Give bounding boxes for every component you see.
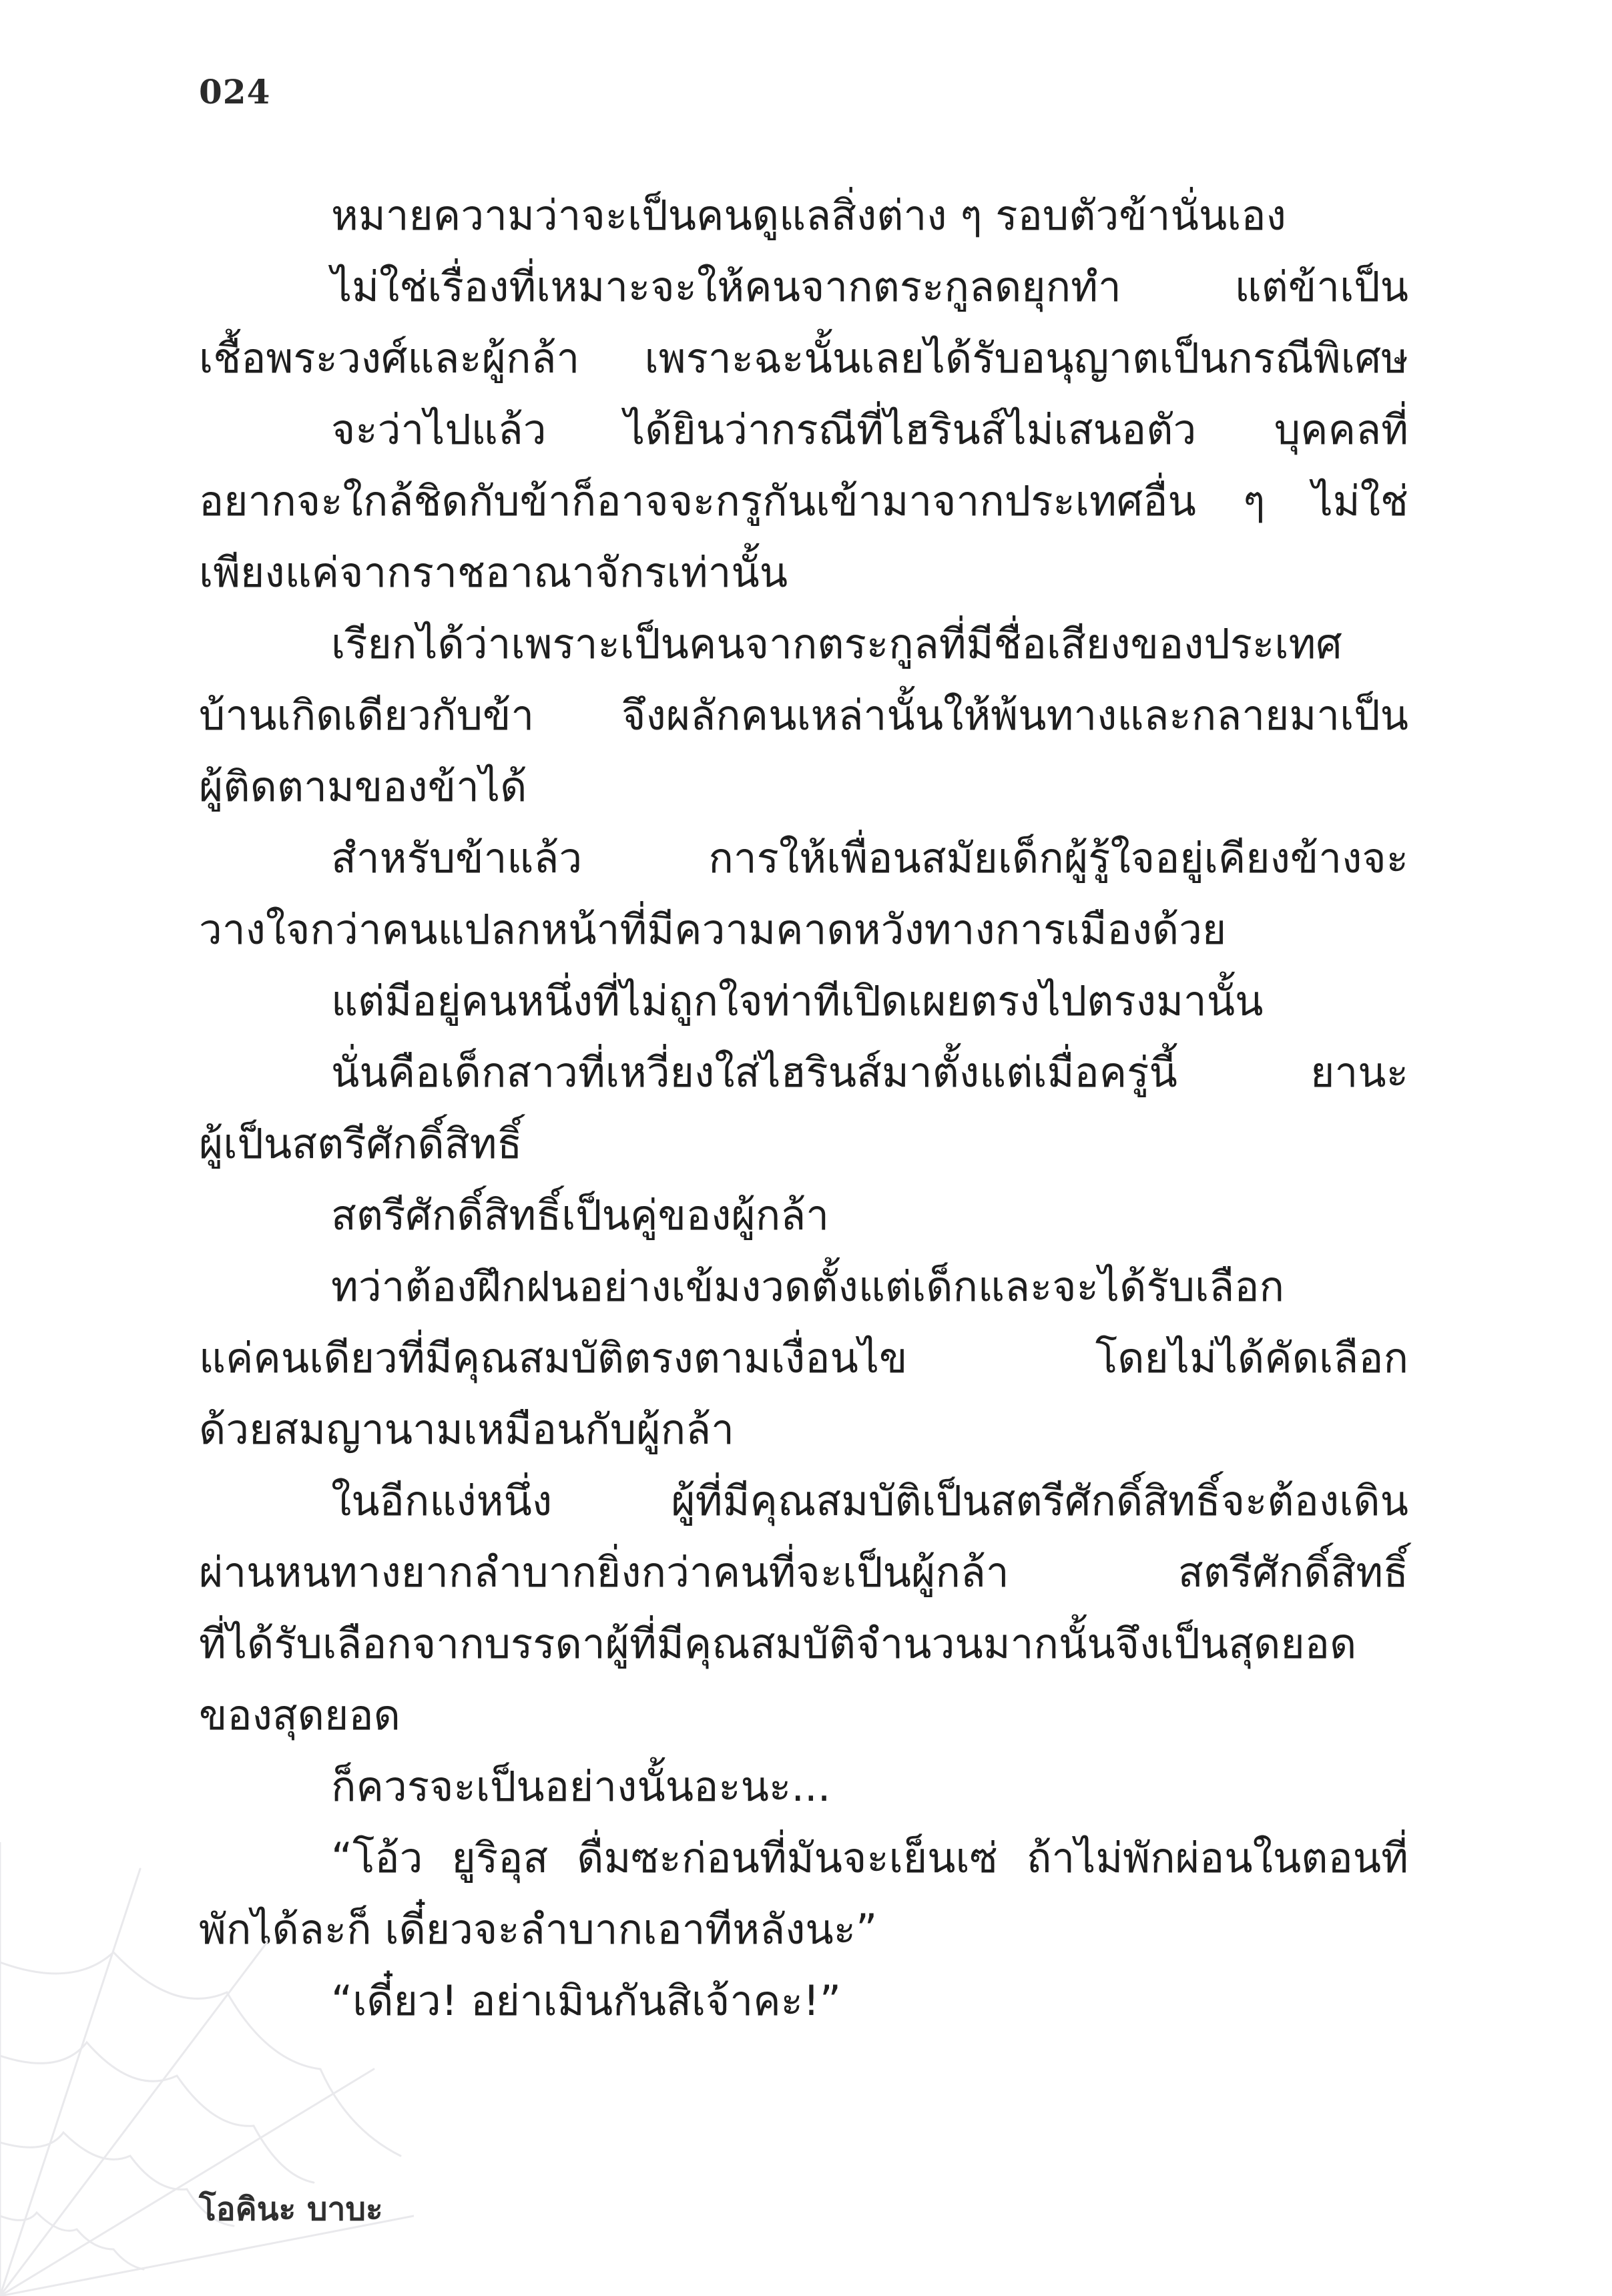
text-line: บ้านเกิดเดียวกับข้า จึงผลักคนเหล่านั้นให้พ้นทางและกลายมาเป็น — [199, 691, 1408, 740]
text-line: วางใจกว่าคนแปลกหน้าที่มีความคาดหวังทางการเมืองด้วย — [199, 905, 1227, 954]
text-line: ในอีกแง่หนึ่ง ผู้ที่มีคุณสมบัติเป็นสตรีศักดิ์สิทธิ์จะต้องเดิน — [331, 1476, 1408, 1525]
text-line: นั่นคือเด็กสาวที่เหวี่ยงใส่ไฮรินส์มาตั้งแต่เมื่อครู่นี้ ยานะ — [331, 1048, 1408, 1097]
text-line: ทว่าต้องฝึกฝนอย่างเข้มงวดตั้งแต่เด็กและจะได้รับเลือก — [331, 1262, 1284, 1311]
text-line: ด้วยสมญานามเหมือนกับผู้กล้า — [199, 1405, 734, 1454]
text-line: ผู้เป็นสตรีศักดิ์สิทธิ์ — [199, 1119, 523, 1168]
text-line: “โอ้ว ยูริอุส ดื่มซะก่อนที่มันจะเย็นเซ่ ถ้าไม่พักผ่อนในตอนที่ — [331, 1833, 1408, 1882]
text-line: ผู้ติดตามของข้าได้ — [199, 762, 527, 811]
text-line: จะว่าไปแล้ว ได้ยินว่ากรณีที่ไฮรินส์ไม่เสนอตัว บุคคลที่ — [331, 405, 1408, 454]
page-number: 024 — [199, 72, 271, 111]
text-line: “เดี๋ยว! อย่าเมินกันสิเจ้าคะ!” — [331, 1976, 841, 2025]
text-line: ที่ได้รับเลือกจากบรรดาผู้ที่มีคุณสมบัติจำนวนมากนั้นจึงเป็นสุดยอด — [199, 1619, 1357, 1668]
text-line: ผ่านหนทางยากลำบากยิ่งกว่าคนที่จะเป็นผู้กล้า สตรีศักดิ์สิทธิ์ — [199, 1548, 1408, 1597]
text-line: พักได้ละก็ เดี๋ยวจะลำบากเอาทีหลังนะ” — [199, 1905, 878, 1954]
text-line: แต่มีอยู่คนหนึ่งที่ไม่ถูกใจท่าทีเปิดเผยตรงไปตรงมานั้น — [331, 976, 1264, 1025]
text-line: อยากจะใกล้ชิดกับข้าก็อาจจะกรูกันเข้ามาจากประเทศอื่น ๆ ไม่ใช่ — [199, 477, 1408, 525]
text-line: ไม่ใช่เรื่องที่เหมาะจะให้คนจากตระกูลดยุกทำ แต่ข้าเป็น — [331, 262, 1408, 311]
text-line: ของสุดยอด — [199, 1691, 400, 1739]
text-line: เชื้อพระวงศ์และผู้กล้า เพราะฉะนั้นเลยได้รับอนุญาตเป็นกรณีพิเศษ — [199, 334, 1408, 382]
text-line: เรียกได้ว่าเพราะเป็นคนจากตระกูลที่มีชื่อเสียงของประเทศ — [331, 619, 1342, 668]
text-line: เพียงแค่จากราชอาณาจักรเท่านั้น — [199, 548, 788, 597]
text-line: สตรีศักดิ์สิทธิ์เป็นคู่ของผู้กล้า — [331, 1191, 830, 1239]
text-line: ก็ควรจะเป็นอย่างนั้นอะนะ... — [331, 1762, 831, 1811]
text-line: แค่คนเดียวที่มีคุณสมบัติตรงตามเงื่อนไข โดยไม่ได้คัดเลือก — [199, 1334, 1408, 1382]
text-line: หมายความว่าจะเป็นคนดูแลสิ่งต่าง ๆ รอบตัวข้านั่นเอง — [331, 191, 1286, 240]
text-line: สำหรับข้าแล้ว การให้เพื่อนสมัยเด็กผู้รู้ใจอยู่เคียงข้างจะ — [331, 834, 1408, 882]
author-name: โอคินะ บาบะ — [199, 2191, 383, 2228]
